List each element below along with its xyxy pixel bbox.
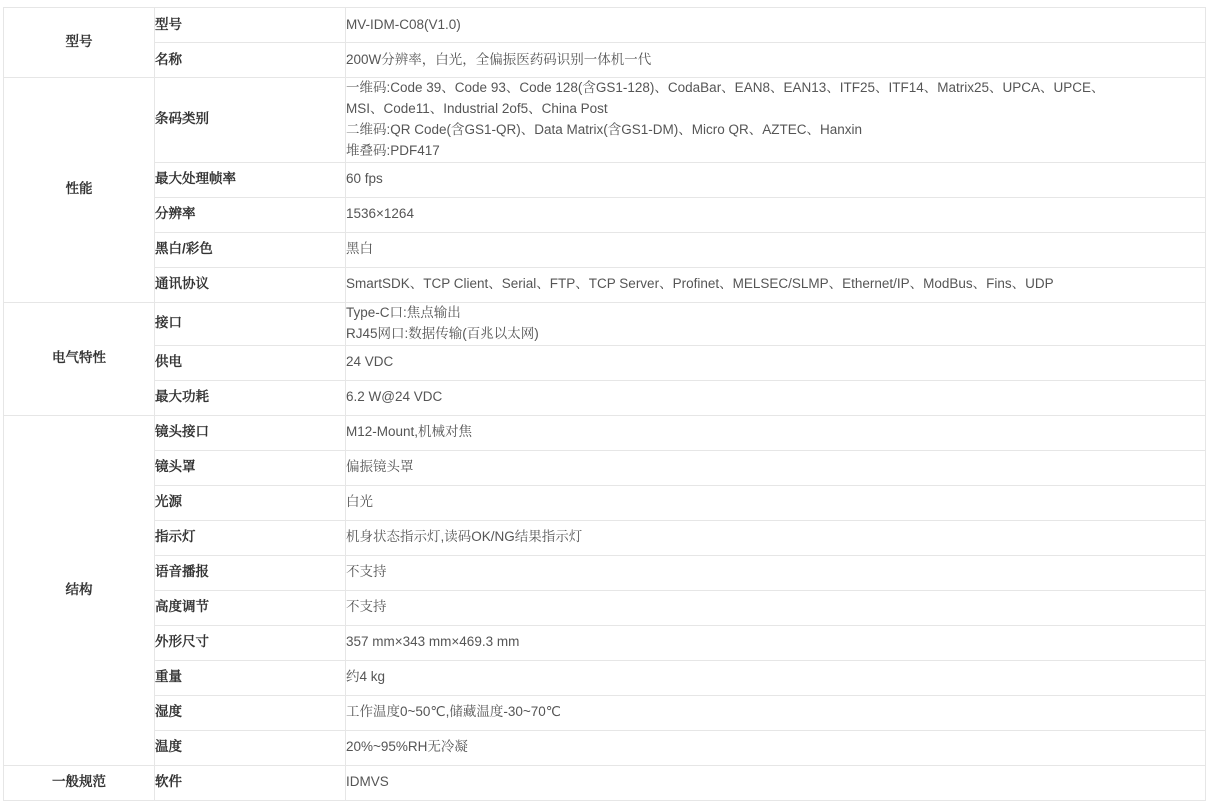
row-key: 重量: [155, 660, 346, 695]
row-key: 光源: [155, 485, 346, 520]
row-value: [346, 267, 1206, 302]
row-value-line: 357 mm×343 mm×469.3 mm: [346, 634, 520, 650]
row-value: [346, 765, 1206, 800]
row-key: 镜头罩: [155, 450, 346, 485]
row-key: 黑白/彩色: [155, 232, 346, 267]
row-value: [346, 695, 1206, 730]
row-key: 接口: [155, 302, 346, 345]
row-value: [346, 78, 1206, 163]
row-key: 最大功耗: [155, 380, 346, 415]
row-value: [346, 520, 1206, 555]
row-value-line: 不支持: [346, 564, 387, 580]
row-value-line: MSI、Code11、Industrial 2of5、China Post: [346, 100, 608, 116]
row-key: 语音播报: [155, 555, 346, 590]
table-row: [4, 232, 1206, 267]
row-key: 名称: [155, 43, 346, 78]
row-key: 条码类别: [155, 78, 346, 163]
row-value: [346, 8, 1206, 43]
table-row: [4, 78, 1206, 163]
row-key: 型号: [155, 8, 346, 43]
table-row: [4, 415, 1206, 450]
row-value-line: SmartSDK、TCP Client、Serial、FTP、TCP Server、Profinet、MELSEC/SLMP、Ethernet/IP、ModBus、Fins、UDP: [346, 276, 1054, 292]
row-value: [346, 625, 1206, 660]
row-value-line: MV-IDM-C08(V1.0): [346, 16, 461, 32]
row-value-line: RJ45网口:数据传输(百兆以太网): [346, 325, 539, 341]
row-value: [346, 590, 1206, 625]
row-value-line: 白光: [346, 494, 373, 510]
row-value-line: 工作温度0~50℃,储藏温度-30~70℃: [346, 704, 561, 720]
row-value-line: 约4 kg: [346, 669, 386, 685]
row-value: [346, 485, 1206, 520]
row-value-line: 200W分辨率，白光，全偏振医药码识别一体机一代: [346, 51, 652, 67]
row-value: [346, 660, 1206, 695]
group-label: 电气特性: [4, 302, 155, 415]
row-value: [346, 450, 1206, 485]
row-value: [346, 197, 1206, 232]
row-value-line: 6.2 W@24 VDC: [346, 389, 443, 405]
row-value: [346, 43, 1206, 78]
row-value: [346, 380, 1206, 415]
specification-table-body: [4, 8, 1206, 801]
table-row: [4, 162, 1206, 197]
row-key: 通讯协议: [155, 267, 346, 302]
specification-table: [3, 7, 1206, 801]
table-row: [4, 695, 1206, 730]
row-value-line: 二维码:QR Code(含GS1-QR)、Data Matrix(含GS1-DM)、Micro QR、AZTEC、Hanxin: [346, 121, 863, 137]
table-row: [4, 302, 1206, 345]
row-key: 温度: [155, 730, 346, 765]
row-key: 湿度: [155, 695, 346, 730]
table-row: [4, 765, 1206, 800]
row-value-line: 偏振镜头罩: [346, 459, 414, 475]
row-value-line: 机身状态指示灯,读码OK/NG结果指示灯: [346, 529, 583, 545]
table-row: [4, 8, 1206, 43]
row-value-line: 60 fps: [346, 171, 383, 187]
row-value-line: 一维码:Code 39、Code 93、Code 128(含GS1-128)、CodaBar、EAN8、EAN13、ITF25、ITF14、Matrix25、UPCA、UPCE、: [346, 80, 1105, 95]
row-value-line: IDMVS: [346, 774, 389, 790]
row-value-line: 不支持: [346, 599, 387, 615]
group-label: 一般规范: [4, 765, 155, 800]
table-row: [4, 625, 1206, 660]
row-value-line: Type-C口:焦点输出: [346, 304, 461, 320]
row-value: [346, 232, 1206, 267]
row-value-line: 20%~95%RH无冷凝: [346, 739, 468, 755]
row-value: [346, 415, 1206, 450]
row-key: 分辨率: [155, 197, 346, 232]
group-label: 结构: [4, 415, 155, 765]
row-value: [346, 162, 1206, 197]
table-row: [4, 520, 1206, 555]
table-row: [4, 345, 1206, 380]
row-key: 外形尺寸: [155, 625, 346, 660]
row-value: [346, 345, 1206, 380]
row-key: 软件: [155, 765, 346, 800]
row-value-line: 24 VDC: [346, 354, 394, 370]
row-key: 最大处理帧率: [155, 162, 346, 197]
table-row: [4, 43, 1206, 78]
row-key: 镜头接口: [155, 415, 346, 450]
table-row: [4, 267, 1206, 302]
row-key: 高度调节: [155, 590, 346, 625]
group-label: 性能: [4, 78, 155, 303]
row-key: 供电: [155, 345, 346, 380]
table-row: [4, 197, 1206, 232]
group-label: 型号: [4, 8, 155, 78]
table-row: [4, 380, 1206, 415]
row-value: [346, 555, 1206, 590]
row-value: [346, 302, 1206, 345]
row-value-line: M12-Mount,机械对焦: [346, 424, 473, 440]
row-value: [346, 730, 1206, 765]
table-row: [4, 485, 1206, 520]
table-row: [4, 590, 1206, 625]
row-value-line: 堆叠码:PDF417: [346, 142, 440, 158]
table-row: [4, 730, 1206, 765]
row-key: 指示灯: [155, 520, 346, 555]
table-row: [4, 660, 1206, 695]
row-value-line: 黑白: [346, 241, 373, 257]
row-value-line: 1536×1264: [346, 206, 414, 222]
table-row: [4, 555, 1206, 590]
table-row: [4, 450, 1206, 485]
